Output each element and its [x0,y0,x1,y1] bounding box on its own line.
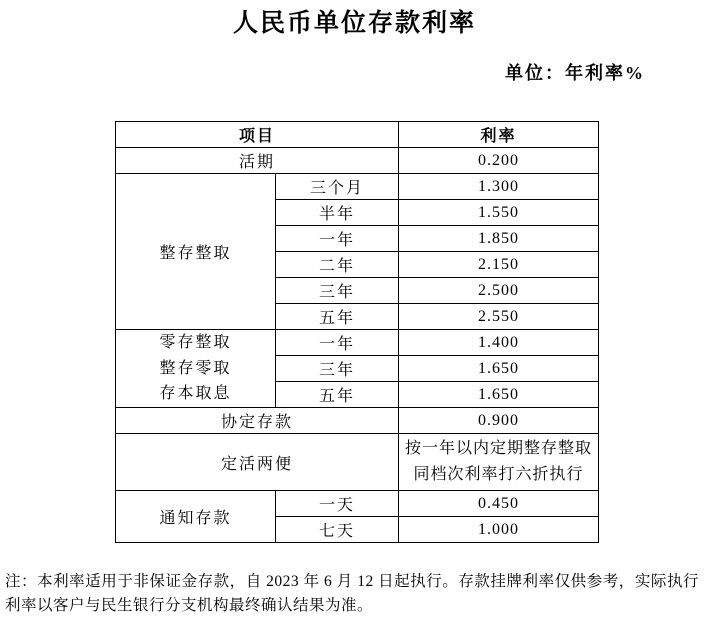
row-label-flexible: 定活两便 [116,434,399,491]
term-label: 二年 [276,252,399,278]
deposit-rate-table [115,121,599,543]
term-label: 一年 [276,226,399,252]
rate-value: 1.650 [399,382,599,408]
rate-value: 1.400 [399,330,599,356]
term-label: 一年 [276,330,399,356]
unit-label: 单位：年利率% [505,63,645,83]
group-label-line: 零存整取 [159,334,232,352]
rate-value: 2.550 [399,304,599,330]
term-label: 三个月 [276,174,399,200]
table-header-row [116,122,599,148]
rate-value: 2.500 [399,278,599,304]
rate-description-line: 按一年以内定期整存整取 [405,440,593,457]
table-row-demand [116,148,599,174]
rate-value: 1.650 [399,356,599,382]
rate-description-flexible [399,434,599,491]
term-label: 三年 [276,278,399,304]
table-row-call-1d [116,491,599,517]
row-label-demand: 活期 [116,148,399,174]
group-label-installment [116,330,276,408]
group-label-lump-sum: 整存整取 [116,174,276,330]
rate-value: 1.300 [399,174,599,200]
rate-value-demand: 0.200 [399,148,599,174]
rate-description-line: 同档次利率打六折执行 [413,466,584,483]
rate-value: 1.000 [399,517,599,543]
rate-value: 1.550 [399,200,599,226]
term-label: 五年 [276,304,399,330]
rate-value: 0.450 [399,491,599,517]
table-row-lump-3m [116,174,599,200]
group-label-call-deposit: 通知存款 [116,491,276,543]
term-label: 三年 [276,356,399,382]
page-title: 人民币单位存款利率 [232,9,476,37]
footnote: 注：本利率适用于非保证金存款，自 2023 年 6 月 12 日起执行。存款挂牌利率仅供参考，实际执行利率以客户与民生银行分支机构最终确认结果为准。 [5,573,699,614]
rate-value: 2.150 [399,252,599,278]
group-label-line: 存本取息 [159,385,232,403]
term-label: 一天 [276,491,399,517]
row-label-agreement: 协定存款 [116,408,399,434]
group-label-line: 整存零取 [159,359,232,377]
table-row-installment-1y [116,330,599,356]
table-row-agreement [116,408,599,434]
term-label: 七天 [276,517,399,543]
rate-value: 1.850 [399,226,599,252]
column-header-item: 项目 [116,122,399,148]
column-header-rate: 利率 [399,122,599,148]
term-label: 半年 [276,200,399,226]
rate-value-agreement: 0.900 [399,408,599,434]
table-row-flexible [116,434,599,491]
term-label: 五年 [276,382,399,408]
